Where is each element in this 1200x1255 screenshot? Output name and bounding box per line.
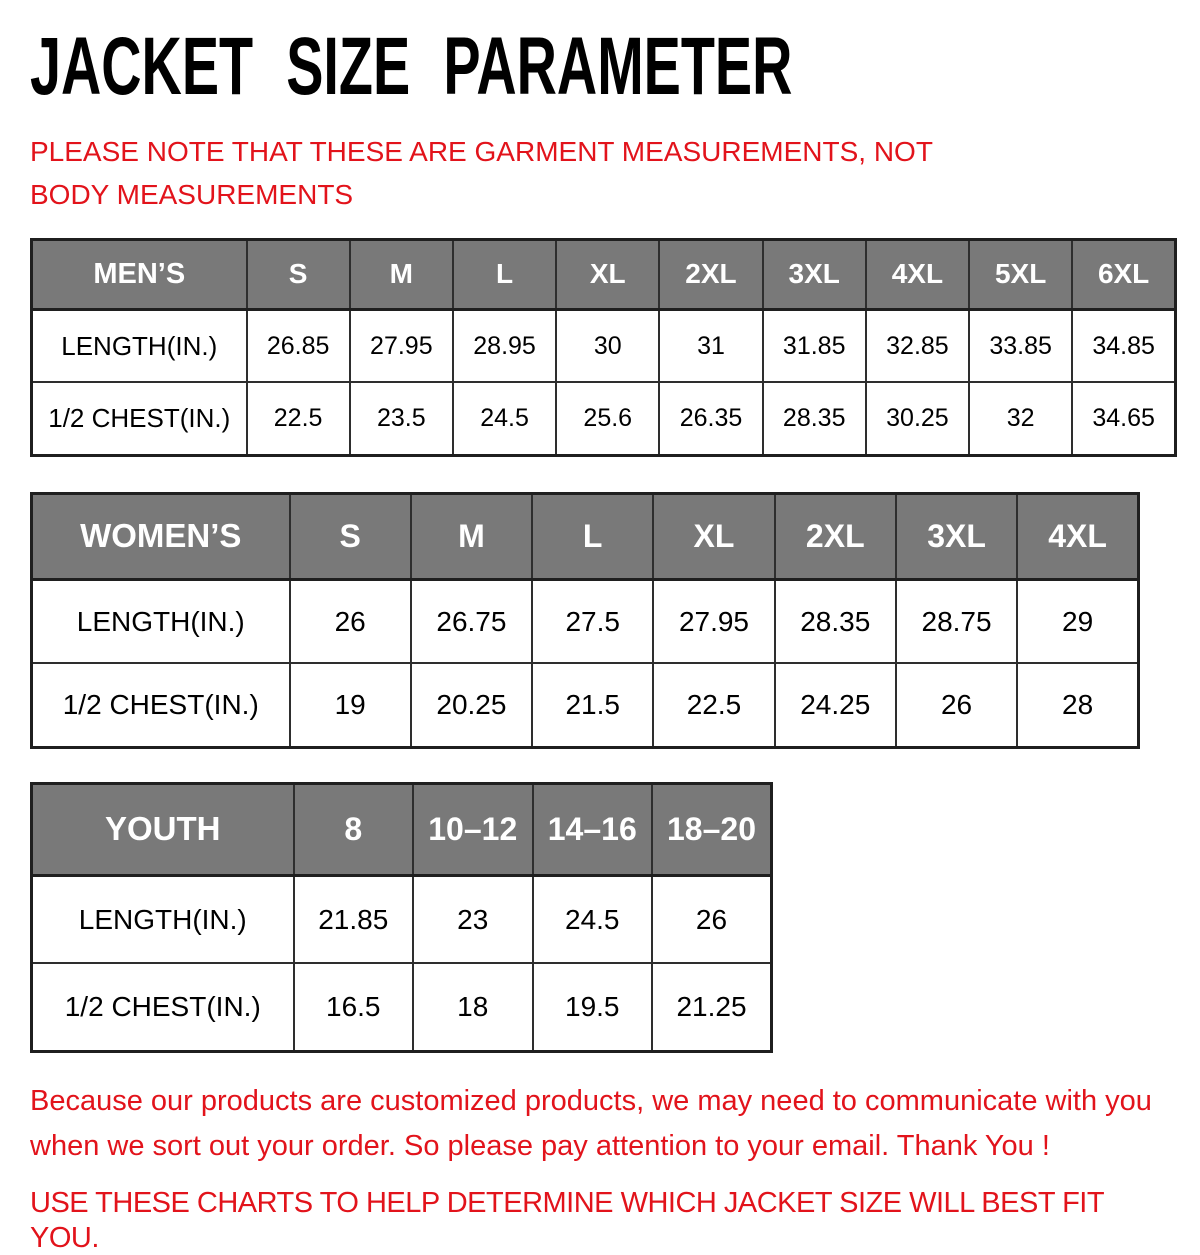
mens-measurement-value-cell: 25.6: [556, 382, 659, 455]
mens-measurement-value-cell: 32.85: [866, 309, 969, 382]
youth-measurement-row: [32, 875, 772, 963]
page-title: JACKET SIZE PARAMETER: [30, 21, 793, 112]
womens-size-table: [30, 492, 1140, 749]
womens-size-header-cell: 3XL: [896, 493, 1017, 579]
mens-measurement-value-cell: 34.85: [1072, 309, 1175, 382]
youth-row-label-cell: LENGTH(IN.): [32, 875, 294, 963]
youth-measurement-value-cell: 21.85: [294, 875, 414, 963]
youth-size-header-cell: 14–16: [533, 783, 653, 875]
mens-header-row: [32, 239, 1176, 309]
womens-row-label-cell: 1/2 CHEST(IN.): [32, 663, 290, 747]
womens-measurement-value-cell: 26: [290, 579, 411, 663]
womens-measurement-value-cell: 26: [896, 663, 1017, 747]
mens-measurement-value-cell: 32: [969, 382, 1072, 455]
youth-measurement-value-cell: 26: [652, 875, 772, 963]
mens-measurement-value-cell: 22.5: [247, 382, 350, 455]
womens-size-header-cell: M: [411, 493, 532, 579]
womens-measurement-value-cell: 28: [1017, 663, 1138, 747]
youth-header-row: [32, 783, 772, 875]
mens-size-header-cell: 4XL: [866, 239, 969, 309]
mens-row-label-cell: 1/2 CHEST(IN.): [32, 382, 247, 455]
womens-measurement-value-cell: 24.25: [775, 663, 896, 747]
womens-size-header-cell: 2XL: [775, 493, 896, 579]
youth-size-header-cell: 10–12: [413, 783, 533, 875]
garment-measurement-note: PLEASE NOTE THAT THESE ARE GARMENT MEASUREMENTS, NOT BODY MEASUREMENTS: [30, 136, 933, 211]
mens-table-title-cell: MEN’S: [32, 239, 247, 309]
youth-measurement-value-cell: 21.25: [652, 963, 772, 1051]
mens-measurement-value-cell: 30: [556, 309, 659, 382]
womens-measurement-value-cell: 21.5: [532, 663, 653, 747]
womens-size-header-cell: L: [532, 493, 653, 579]
youth-size-header-cell: 8: [294, 783, 414, 875]
mens-size-header-cell: M: [350, 239, 453, 309]
mens-size-header-cell: 3XL: [763, 239, 866, 309]
mens-size-header-cell: 5XL: [969, 239, 1072, 309]
youth-row-label-cell: 1/2 CHEST(IN.): [32, 963, 294, 1051]
mens-measurement-value-cell: 30.25: [866, 382, 969, 455]
mens-measurement-value-cell: 33.85: [969, 309, 1072, 382]
mens-measurement-value-cell: 31: [659, 309, 762, 382]
womens-measurement-value-cell: 26.75: [411, 579, 532, 663]
womens-measurement-value-cell: 20.25: [411, 663, 532, 747]
womens-measurement-row: [32, 579, 1139, 663]
womens-size-header-cell: 4XL: [1017, 493, 1138, 579]
womens-table-title-cell: WOMEN’S: [32, 493, 290, 579]
womens-size-header-cell: XL: [653, 493, 774, 579]
womens-row-label-cell: LENGTH(IN.): [32, 579, 290, 663]
youth-measurement-value-cell: 18: [413, 963, 533, 1051]
youth-table-title-cell: YOUTH: [32, 783, 294, 875]
womens-measurement-value-cell: 29: [1017, 579, 1138, 663]
customization-communication-notice: Because our products are customized products, we may need to communicate with you when we sort out your order. So please pay attention to your email. Thank You !: [30, 1084, 1152, 1163]
womens-measurement-value-cell: 19: [290, 663, 411, 747]
womens-header-row: [32, 493, 1139, 579]
mens-size-header-cell: L: [453, 239, 556, 309]
youth-measurement-row: [32, 963, 772, 1051]
mens-measurement-value-cell: 23.5: [350, 382, 453, 455]
womens-measurement-row: [32, 663, 1139, 747]
youth-measurement-value-cell: 19.5: [533, 963, 653, 1051]
mens-measurement-value-cell: 28.95: [453, 309, 556, 382]
mens-measurement-value-cell: 34.65: [1072, 382, 1175, 455]
youth-measurement-value-cell: 24.5: [533, 875, 653, 963]
womens-measurement-value-cell: 27.95: [653, 579, 774, 663]
mens-measurement-value-cell: 26.35: [659, 382, 762, 455]
mens-size-header-cell: S: [247, 239, 350, 309]
mens-size-header-cell: 2XL: [659, 239, 762, 309]
mens-measurement-value-cell: 31.85: [763, 309, 866, 382]
youth-size-table: [30, 782, 773, 1053]
mens-size-header-cell: 6XL: [1072, 239, 1175, 309]
womens-size-header-cell: S: [290, 493, 411, 579]
womens-measurement-value-cell: 27.5: [532, 579, 653, 663]
womens-measurement-value-cell: 28.35: [775, 579, 896, 663]
youth-measurement-value-cell: 16.5: [294, 963, 414, 1051]
mens-measurement-row: [32, 309, 1176, 382]
womens-measurement-value-cell: 22.5: [653, 663, 774, 747]
mens-measurement-value-cell: 27.95: [350, 309, 453, 382]
mens-measurement-value-cell: 26.85: [247, 309, 350, 382]
youth-size-header-cell: 18–20: [652, 783, 772, 875]
chart-usage-note: USE THESE CHARTS TO HELP DETERMINE WHICH JACKET SIZE WILL BEST FIT YOU.: [30, 1186, 1104, 1254]
mens-measurement-row: [32, 382, 1176, 455]
womens-measurement-value-cell: 28.75: [896, 579, 1017, 663]
mens-row-label-cell: LENGTH(IN.): [32, 309, 247, 382]
mens-measurement-value-cell: 24.5: [453, 382, 556, 455]
youth-measurement-value-cell: 23: [413, 875, 533, 963]
mens-size-table: [30, 238, 1177, 457]
mens-size-header-cell: XL: [556, 239, 659, 309]
mens-measurement-value-cell: 28.35: [763, 382, 866, 455]
